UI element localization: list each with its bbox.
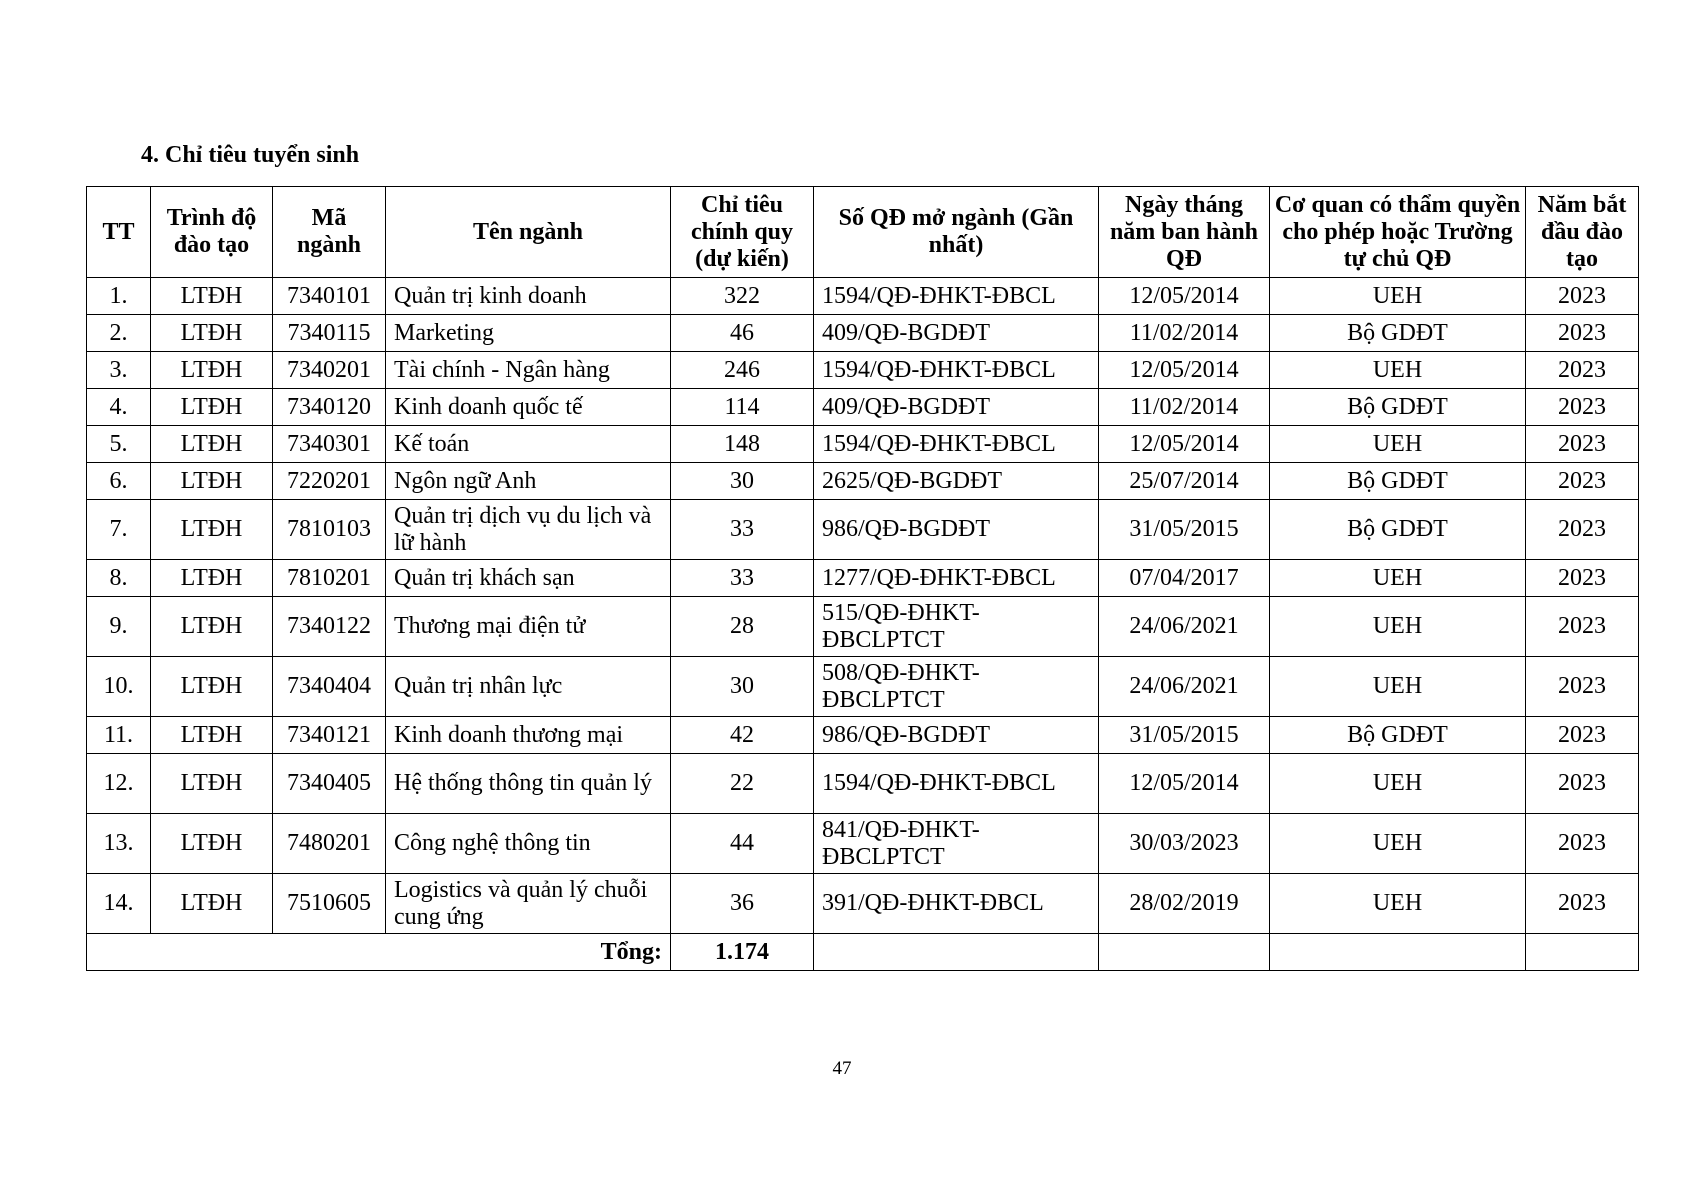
cell-tt: 2.: [87, 315, 151, 352]
cell-chi-tieu: 28: [671, 597, 814, 657]
cell-ten-nganh: Quản trị nhân lực: [386, 657, 671, 717]
cell-ten-nganh: Quản trị kinh doanh: [386, 278, 671, 315]
cell-so-qd: 1594/QĐ-ĐHKT-ĐBCL: [814, 352, 1099, 389]
cell-ten-nganh: Quản trị dịch vụ du lịch và lữ hành: [386, 500, 671, 560]
header-tt: TT: [87, 187, 151, 278]
cell-ten-nganh: Kế toán: [386, 426, 671, 463]
cell-ngay: 12/05/2014: [1099, 352, 1270, 389]
header-trinh-do: Trình độ đào tạo: [151, 187, 273, 278]
cell-ngay: 25/07/2014: [1099, 463, 1270, 500]
cell-trinh-do: LTĐH: [151, 874, 273, 934]
cell-trinh-do: LTĐH: [151, 426, 273, 463]
cell-ma-nganh: 7810201: [273, 560, 386, 597]
cell-ma-nganh: 7220201: [273, 463, 386, 500]
cell-trinh-do: LTĐH: [151, 560, 273, 597]
cell-nam: 2023: [1526, 500, 1639, 560]
cell-co-quan: Bộ GDĐT: [1270, 717, 1526, 754]
cell-ten-nganh: Marketing: [386, 315, 671, 352]
header-ngay: Ngày tháng năm ban hành QĐ: [1099, 187, 1270, 278]
cell-co-quan: Bộ GDĐT: [1270, 389, 1526, 426]
cell-nam: 2023: [1526, 352, 1639, 389]
cell-trinh-do: LTĐH: [151, 315, 273, 352]
cell-ma-nganh: 7810103: [273, 500, 386, 560]
table-row: [87, 463, 1639, 500]
cell-ma-nganh: 7340115: [273, 315, 386, 352]
cell-ma-nganh: 7340404: [273, 657, 386, 717]
cell-co-quan: Bộ GDĐT: [1270, 315, 1526, 352]
cell-ngay: 31/05/2015: [1099, 500, 1270, 560]
total-empty-cell: [1270, 934, 1526, 971]
cell-so-qd: 2625/QĐ-BGDĐT: [814, 463, 1099, 500]
cell-ten-nganh: Công nghệ thông tin: [386, 814, 671, 874]
cell-tt: 5.: [87, 426, 151, 463]
cell-ten-nganh: Quản trị khách sạn: [386, 560, 671, 597]
cell-chi-tieu: 30: [671, 463, 814, 500]
cell-trinh-do: LTĐH: [151, 463, 273, 500]
cell-ngay: 11/02/2014: [1099, 315, 1270, 352]
cell-ten-nganh: Tài chính - Ngân hàng: [386, 352, 671, 389]
table-row: [87, 717, 1639, 754]
cell-tt: 4.: [87, 389, 151, 426]
cell-ma-nganh: 7340405: [273, 754, 386, 814]
cell-tt: 8.: [87, 560, 151, 597]
cell-co-quan: Bộ GDĐT: [1270, 463, 1526, 500]
table-row: [87, 657, 1639, 717]
cell-so-qd: 409/QĐ-BGDĐT: [814, 389, 1099, 426]
cell-ngay: 07/04/2017: [1099, 560, 1270, 597]
table-row: [87, 560, 1639, 597]
cell-nam: 2023: [1526, 814, 1639, 874]
cell-so-qd: 1594/QĐ-ĐHKT-ĐBCL: [814, 754, 1099, 814]
cell-ngay: 31/05/2015: [1099, 717, 1270, 754]
cell-co-quan: UEH: [1270, 278, 1526, 315]
cell-ten-nganh: Kinh doanh quốc tế: [386, 389, 671, 426]
cell-so-qd: 409/QĐ-BGDĐT: [814, 315, 1099, 352]
cell-ma-nganh: 7340120: [273, 389, 386, 426]
cell-chi-tieu: 114: [671, 389, 814, 426]
cell-chi-tieu: 246: [671, 352, 814, 389]
table-row: [87, 874, 1639, 934]
cell-ma-nganh: 7340121: [273, 717, 386, 754]
cell-chi-tieu: 148: [671, 426, 814, 463]
cell-so-qd: 986/QĐ-BGDĐT: [814, 717, 1099, 754]
cell-ma-nganh: 7510605: [273, 874, 386, 934]
table-row: [87, 426, 1639, 463]
table-row: [87, 352, 1639, 389]
header-row: [87, 187, 1639, 278]
cell-tt: 14.: [87, 874, 151, 934]
cell-trinh-do: LTĐH: [151, 500, 273, 560]
cell-co-quan: Bộ GDĐT: [1270, 500, 1526, 560]
cell-ten-nganh: Thương mại điện tử: [386, 597, 671, 657]
cell-ma-nganh: 7340101: [273, 278, 386, 315]
cell-trinh-do: LTĐH: [151, 389, 273, 426]
cell-so-qd: 841/QĐ-ĐHKT-ĐBCLPTCT: [814, 814, 1099, 874]
cell-co-quan: UEH: [1270, 874, 1526, 934]
section-title: 4. Chỉ tiêu tuyển sinh: [141, 142, 360, 168]
table-row: [87, 315, 1639, 352]
total-label: Tổng:: [87, 934, 671, 971]
table-row: [87, 814, 1639, 874]
cell-trinh-do: LTĐH: [151, 352, 273, 389]
cell-nam: 2023: [1526, 657, 1639, 717]
cell-so-qd: 508/QĐ-ĐHKT-ĐBCLPTCT: [814, 657, 1099, 717]
cell-nam: 2023: [1526, 278, 1639, 315]
cell-tt: 3.: [87, 352, 151, 389]
cell-trinh-do: LTĐH: [151, 814, 273, 874]
cell-co-quan: UEH: [1270, 754, 1526, 814]
cell-tt: 7.: [87, 500, 151, 560]
header-ten-nganh: Tên ngành: [386, 187, 671, 278]
cell-chi-tieu: 42: [671, 717, 814, 754]
cell-chi-tieu: 44: [671, 814, 814, 874]
header-so-qd: Số QĐ mở ngành (Gần nhất): [814, 187, 1099, 278]
cell-ma-nganh: 7480201: [273, 814, 386, 874]
cell-so-qd: 1277/QĐ-ĐHKT-ĐBCL: [814, 560, 1099, 597]
header-co-quan: Cơ quan có thẩm quyền cho phép hoặc Trường tự chủ QĐ: [1270, 187, 1526, 278]
cell-nam: 2023: [1526, 389, 1639, 426]
cell-nam: 2023: [1526, 874, 1639, 934]
cell-nam: 2023: [1526, 597, 1639, 657]
cell-ngay: 11/02/2014: [1099, 389, 1270, 426]
cell-ngay: 30/03/2023: [1099, 814, 1270, 874]
total-empty-cell: [1099, 934, 1270, 971]
cell-tt: 13.: [87, 814, 151, 874]
cell-ngay: 24/06/2021: [1099, 657, 1270, 717]
cell-ten-nganh: Kinh doanh thương mại: [386, 717, 671, 754]
table-body: [87, 278, 1639, 934]
total-row: [87, 934, 1639, 971]
cell-ma-nganh: 7340122: [273, 597, 386, 657]
cell-ngay: 12/05/2014: [1099, 754, 1270, 814]
cell-chi-tieu: 22: [671, 754, 814, 814]
cell-co-quan: UEH: [1270, 352, 1526, 389]
table-row: [87, 754, 1639, 814]
cell-ten-nganh: Ngôn ngữ Anh: [386, 463, 671, 500]
cell-ngay: 12/05/2014: [1099, 278, 1270, 315]
cell-chi-tieu: 36: [671, 874, 814, 934]
cell-ma-nganh: 7340201: [273, 352, 386, 389]
cell-nam: 2023: [1526, 717, 1639, 754]
table-row: [87, 278, 1639, 315]
cell-chi-tieu: 322: [671, 278, 814, 315]
cell-tt: 12.: [87, 754, 151, 814]
cell-chi-tieu: 33: [671, 500, 814, 560]
cell-trinh-do: LTĐH: [151, 717, 273, 754]
cell-chi-tieu: 30: [671, 657, 814, 717]
cell-co-quan: UEH: [1270, 597, 1526, 657]
cell-nam: 2023: [1526, 463, 1639, 500]
total-empty-cell: [1526, 934, 1639, 971]
cell-tt: 11.: [87, 717, 151, 754]
cell-nam: 2023: [1526, 315, 1639, 352]
cell-so-qd: 1594/QĐ-ĐHKT-ĐBCL: [814, 278, 1099, 315]
cell-tt: 6.: [87, 463, 151, 500]
cell-nam: 2023: [1526, 426, 1639, 463]
cell-trinh-do: LTĐH: [151, 754, 273, 814]
cell-ten-nganh: Hệ thống thông tin quản lý: [386, 754, 671, 814]
cell-tt: 1.: [87, 278, 151, 315]
cell-trinh-do: LTĐH: [151, 278, 273, 315]
table-row: [87, 389, 1639, 426]
cell-so-qd: 391/QĐ-ĐHKT-ĐBCL: [814, 874, 1099, 934]
header-ma-nganh: Mã ngành: [273, 187, 386, 278]
page-number: 47: [832, 1058, 852, 1079]
cell-ngay: 12/05/2014: [1099, 426, 1270, 463]
cell-co-quan: UEH: [1270, 657, 1526, 717]
cell-so-qd: 986/QĐ-BGDĐT: [814, 500, 1099, 560]
cell-nam: 2023: [1526, 754, 1639, 814]
cell-tt: 9.: [87, 597, 151, 657]
cell-ma-nganh: 7340301: [273, 426, 386, 463]
cell-ten-nganh: Logistics và quản lý chuỗi cung ứng: [386, 874, 671, 934]
total-empty-cell: [814, 934, 1099, 971]
cell-nam: 2023: [1526, 560, 1639, 597]
cell-co-quan: UEH: [1270, 814, 1526, 874]
cell-tt: 10.: [87, 657, 151, 717]
admission-quota-table: [86, 186, 1639, 971]
cell-so-qd: 515/QĐ-ĐHKT-ĐBCLPTCT: [814, 597, 1099, 657]
cell-co-quan: UEH: [1270, 560, 1526, 597]
cell-chi-tieu: 46: [671, 315, 814, 352]
total-value: 1.174: [671, 934, 814, 971]
header-chi-tieu: Chỉ tiêu chính quy (dự kiến): [671, 187, 814, 278]
table-row: [87, 500, 1639, 560]
cell-trinh-do: LTĐH: [151, 597, 273, 657]
cell-ngay: 28/02/2019: [1099, 874, 1270, 934]
cell-co-quan: UEH: [1270, 426, 1526, 463]
cell-ngay: 24/06/2021: [1099, 597, 1270, 657]
cell-trinh-do: LTĐH: [151, 657, 273, 717]
cell-so-qd: 1594/QĐ-ĐHKT-ĐBCL: [814, 426, 1099, 463]
header-nam: Năm bắt đầu đào tạo: [1526, 187, 1639, 278]
table-row: [87, 597, 1639, 657]
cell-chi-tieu: 33: [671, 560, 814, 597]
